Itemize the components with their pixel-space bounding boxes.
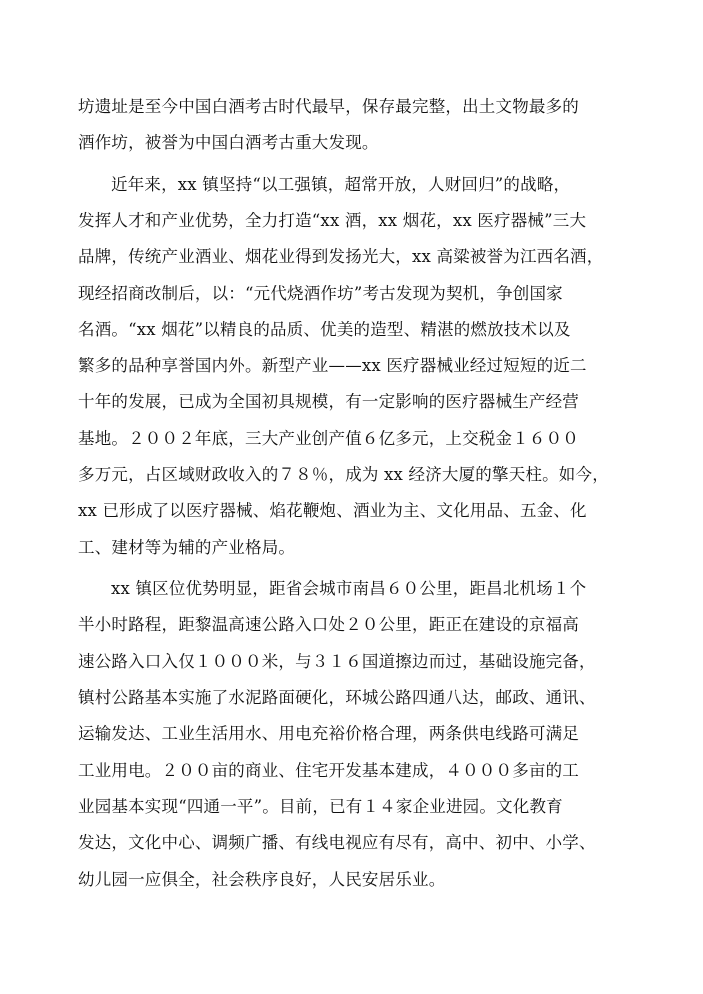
text-line: 发达，文化中心、调频广播、有线电视应有尽有，高中、初中、小学、	[78, 833, 596, 852]
text-line: 基地。２００２年底，三大产业创产值６亿多元，上交税金１６００	[78, 429, 579, 448]
text-line: 繁多的品种享誉国内外。新型产业——xx 医疗器械业经过短短的近二	[78, 356, 587, 375]
text-line: 十年的发展，已成为全国初具规模，有一定影响的医疗器械生产经营	[78, 392, 579, 411]
text-line: 半小时路程，距黎温高速公路入口处２０公里，距正在建设的京福高	[78, 615, 579, 634]
text-line: 业园基本实现“四通一平”。目前，已有１４家企业进园。文化教育	[78, 797, 563, 816]
text-line: 名酒。“xx 烟花”以精良的品质、优美的造型、精湛的燃放技术以及	[78, 320, 571, 339]
text-line: 工、建材等为辅的产业格局。	[78, 538, 296, 557]
text-line: 发挥人才和产业优势，全力打造“xx 酒，xx 烟花，xx 医疗器械”三大	[78, 211, 587, 230]
paragraph-start-line: 近年来，xx 镇坚持“以工强镇，超常开放，人财回归”的战略，	[111, 175, 571, 194]
text-line: 运输发达、工业生活用水、用电充裕价格合理，两条供电线路可满足	[78, 724, 579, 743]
text-line: 工业用电。２００亩的商业、住宅开发基本建成，４０００多亩的工	[78, 761, 579, 780]
text-line: 品牌，传统产业酒业、烟花业得到发扬光大，xx 高粱被誉为江西名酒，	[78, 247, 604, 266]
text-line: 速公路入口入仅１０００米，与３１６国道擦边而过，基础设施完备，	[78, 652, 596, 671]
text-line: 酒作坊，被誉为中国白酒考古重大发现。	[78, 133, 379, 152]
text-line: 现经招商改制后，以：“元代烧酒作坊”考古发现为契机，争创国家	[78, 284, 563, 303]
text-line: 镇村公路基本实施了水泥路面硬化，环城公路四通八达，邮政、通讯、	[78, 688, 596, 707]
paragraph-start-line: xx 镇区位优势明显，距省会城市南昌６０公里，距昌北机场１个	[111, 579, 587, 598]
text-line: 坊遗址是至今中国白酒考古时代最早，保存最完整，出土文物最多的	[78, 97, 579, 116]
text-line: xx 已形成了以医疗器械、焰花鞭炮、酒业为主、文化用品、五金、化	[78, 501, 587, 520]
text-line: 幼儿园一应俱全，社会秩序良好，人民安居乐业。	[78, 870, 446, 889]
text-line: 多万元，占区域财政收入的７８％，成为 xx 经济大厦的擎天柱。如今，	[78, 465, 609, 484]
